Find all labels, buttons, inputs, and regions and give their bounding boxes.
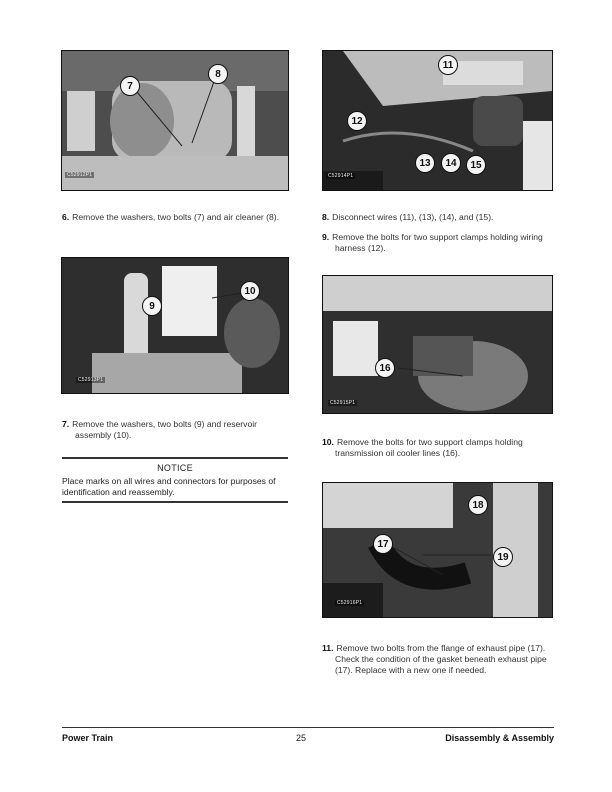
- step-number: 7.: [62, 419, 70, 429]
- figure-code: C52916P1: [337, 600, 363, 606]
- step-text: Remove the bolts for two support clamps holding wiring harness (12).: [332, 232, 543, 253]
- callout-18: 18: [468, 495, 488, 515]
- callout-11: 11: [438, 55, 458, 75]
- step-text: Remove the washers, two bolts (7) and air cleaner (8).: [72, 212, 279, 222]
- step-number: 9.: [322, 232, 330, 242]
- step-8: [322, 212, 552, 223]
- footer-rule: [62, 727, 554, 728]
- figure-code: C52915P1: [330, 400, 356, 406]
- footer-section-title: Power Train: [62, 733, 114, 743]
- callout-8: 8: [208, 64, 228, 84]
- notice-bottom-rule: [62, 501, 288, 503]
- step-number: 10.: [322, 437, 334, 447]
- step-text: Remove two bolts from the flange of exhaust pipe (17). Check the condition of the gasket beneath exhaust pipe (17). Replace with a new one if needed.: [335, 643, 547, 675]
- step-number: 6.: [62, 212, 70, 222]
- air-cleaner-illustration: [62, 51, 288, 190]
- callout-15: 15: [466, 155, 486, 175]
- reservoir-illustration: [62, 258, 288, 393]
- notice-top-rule: [62, 457, 288, 459]
- exhaust-pipe-illustration: [323, 483, 552, 617]
- step-11: [322, 643, 552, 676]
- oil-cooler-lines-illustration: [323, 276, 552, 413]
- callout-10: 10: [240, 281, 260, 301]
- step-number: 8.: [322, 212, 330, 222]
- figure-code: C52913P1: [78, 377, 104, 383]
- figure-wires-photo: [322, 50, 553, 191]
- callout-16: 16: [375, 358, 395, 378]
- figure-air-cleaner-photo: [61, 50, 289, 191]
- figure-code: C52914P1: [328, 173, 354, 179]
- notice-title: NOTICE: [157, 463, 193, 473]
- figure-code: C52912P1: [67, 172, 93, 178]
- step-10: [322, 437, 552, 459]
- step-text: Disconnect wires (11), (13), (14), and (15).: [332, 212, 494, 222]
- callout-14: 14: [441, 153, 461, 173]
- callout-9: 9: [142, 296, 162, 316]
- step-number: 11.: [322, 643, 334, 653]
- callout-17: 17: [373, 534, 393, 554]
- step-7: [62, 419, 287, 441]
- figure-exhaust-pipe-photo: [322, 482, 553, 618]
- figure-oil-cooler-lines-photo: [322, 275, 553, 414]
- step-6: [62, 212, 287, 223]
- step-text: Remove the washers, two bolts (9) and reservoir assembly (10).: [72, 419, 258, 440]
- step-text: Remove the bolts for two support clamps holding transmission oil cooler lines (16).: [335, 437, 523, 458]
- notice-text: Place marks on all wires and connectors for purposes of identification and reassembly.: [62, 476, 276, 497]
- callout-7: 7: [120, 76, 140, 96]
- page-number: 25: [296, 733, 307, 743]
- figure-reservoir-photo: [61, 257, 289, 394]
- callout-19: 19: [493, 547, 513, 567]
- callout-12: 12: [347, 111, 367, 131]
- footer-chapter-title: Disassembly & Assembly: [445, 733, 554, 743]
- callout-13: 13: [415, 153, 435, 173]
- step-9: [322, 232, 552, 254]
